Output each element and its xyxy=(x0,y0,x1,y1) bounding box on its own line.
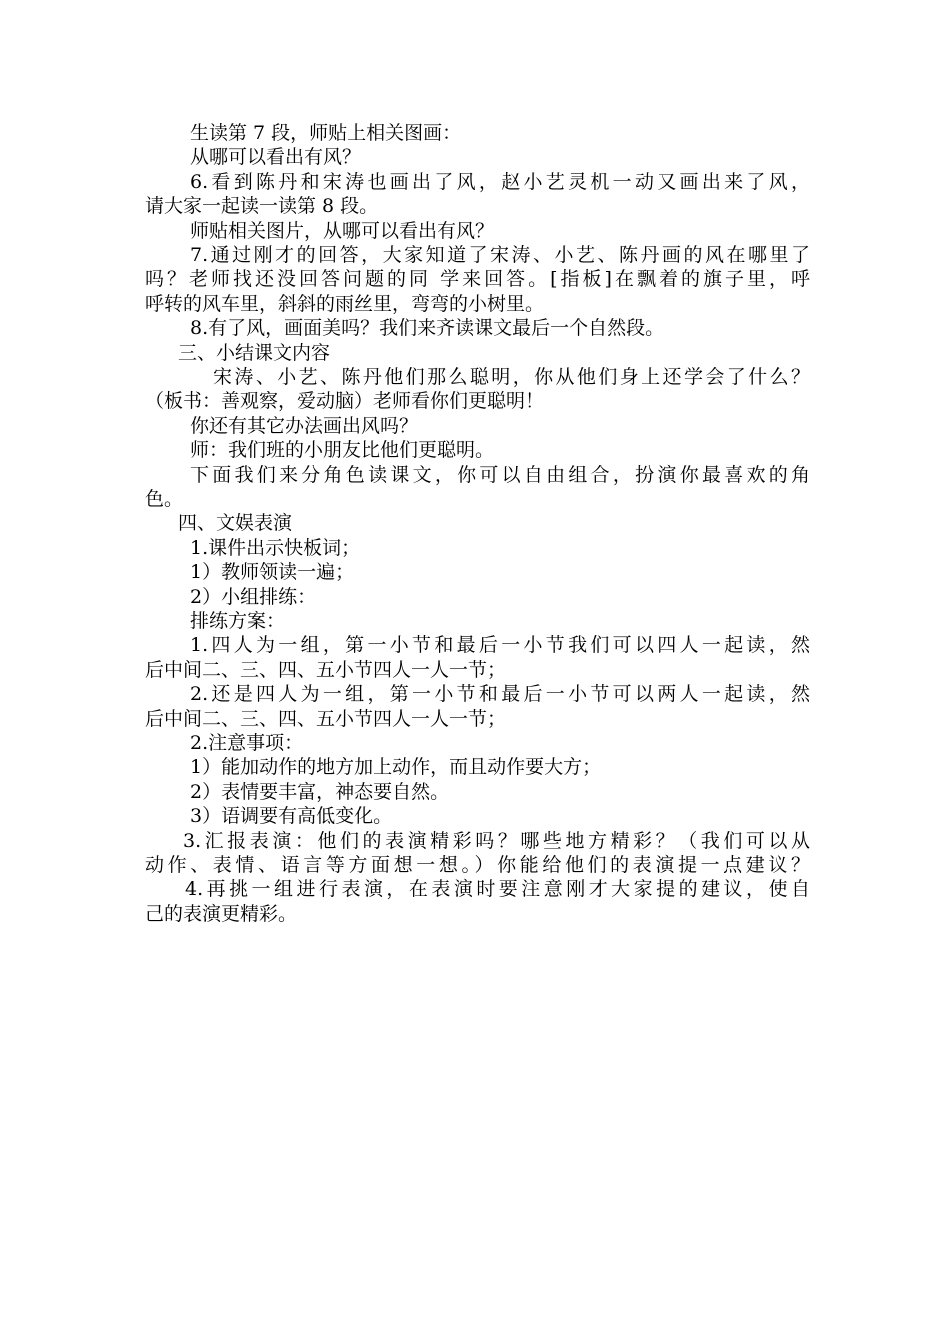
text-line: 请大家一起读一读第 8 段。 xyxy=(145,195,379,218)
text-line: 1.课件出示快板词； xyxy=(190,536,361,559)
text-line: 吗？老师找还没回答问题的同 学来回答。[指板]在飘着的旗子里，呼 xyxy=(145,268,810,291)
text-line: 7.通过刚才的回答，大家知道了宋涛、小艺、陈丹画的风在哪里了 xyxy=(190,244,810,266)
text-line: 1.四人为一组，第一小节和最后一小节我们可以四人一起读，然 xyxy=(190,634,810,657)
text-line: 8.有了风，画面美吗？我们来齐读课文最后一个自然段。 xyxy=(190,317,665,340)
text-line: 从哪可以看出有风？ xyxy=(190,146,362,169)
text-line: 2.还是四人为一组，第一小节和最后一小节可以两人一起读，然 xyxy=(190,683,810,706)
text-line: 师：我们班的小朋友比他们更聪明。 xyxy=(190,439,495,462)
text-line: 呼转的风车里，斜斜的雨丝里，弯弯的小树里。 xyxy=(145,292,545,315)
text-line: 色。 xyxy=(145,488,184,510)
text-line: 四、文娱表演 xyxy=(178,512,293,535)
text-line: 后中间二、三、四、五小节四人一人一节； xyxy=(145,707,507,730)
text-line: 4.再挑一组进行表演，在表演时要注意刚才大家提的建议，使自 xyxy=(185,878,810,901)
text-line: 动作、表情、语言等方面想一想。）你能给他们的表演提一点建议？ xyxy=(145,854,810,876)
text-line: 2）表情要丰富，神态要自然。 xyxy=(190,780,450,803)
text-line: 下面我们来分角色读课文，你可以自由组合，扮演你最喜欢的角 xyxy=(190,463,810,486)
text-line: 己的表演更精彩。 xyxy=(145,902,298,925)
text-line: 3.汇报表演：他们的表演精彩吗？哪些地方精彩？（我们可以从 xyxy=(183,829,810,852)
text-line: 1）教师领读一遍； xyxy=(190,561,355,584)
text-line: 2）小组排练： xyxy=(190,585,317,608)
text-line: 三、小结课文内容 xyxy=(178,341,331,364)
text-line: 师贴相关图片，从哪可以看出有风？ xyxy=(190,219,495,242)
text-line: 后中间二、三、四、五小节四人一人一节； xyxy=(145,658,507,681)
text-line: 排练方案： xyxy=(190,610,286,632)
text-line: 3）语调要有高低变化。 xyxy=(190,805,393,828)
text-line: 2.注意事项： xyxy=(190,732,304,754)
text-line: 你还有其它办法画出风吗？ xyxy=(190,414,419,437)
text-line: 6.看到陈丹和宋涛也画出了风，赵小艺灵机一动又画出来了风， xyxy=(190,170,810,193)
text-line: （板书：善观察，爱动脑）老师看你们更聪明！ xyxy=(145,390,545,413)
text-line: 宋涛、小艺、陈丹他们那么聪明，你从他们身上还学会了什么？ xyxy=(213,366,810,388)
text-line: 生读第 7 段，师贴上相关图画： xyxy=(190,122,462,144)
text-line: 1）能加动作的地方加上动作，而且动作要大方； xyxy=(190,756,602,779)
